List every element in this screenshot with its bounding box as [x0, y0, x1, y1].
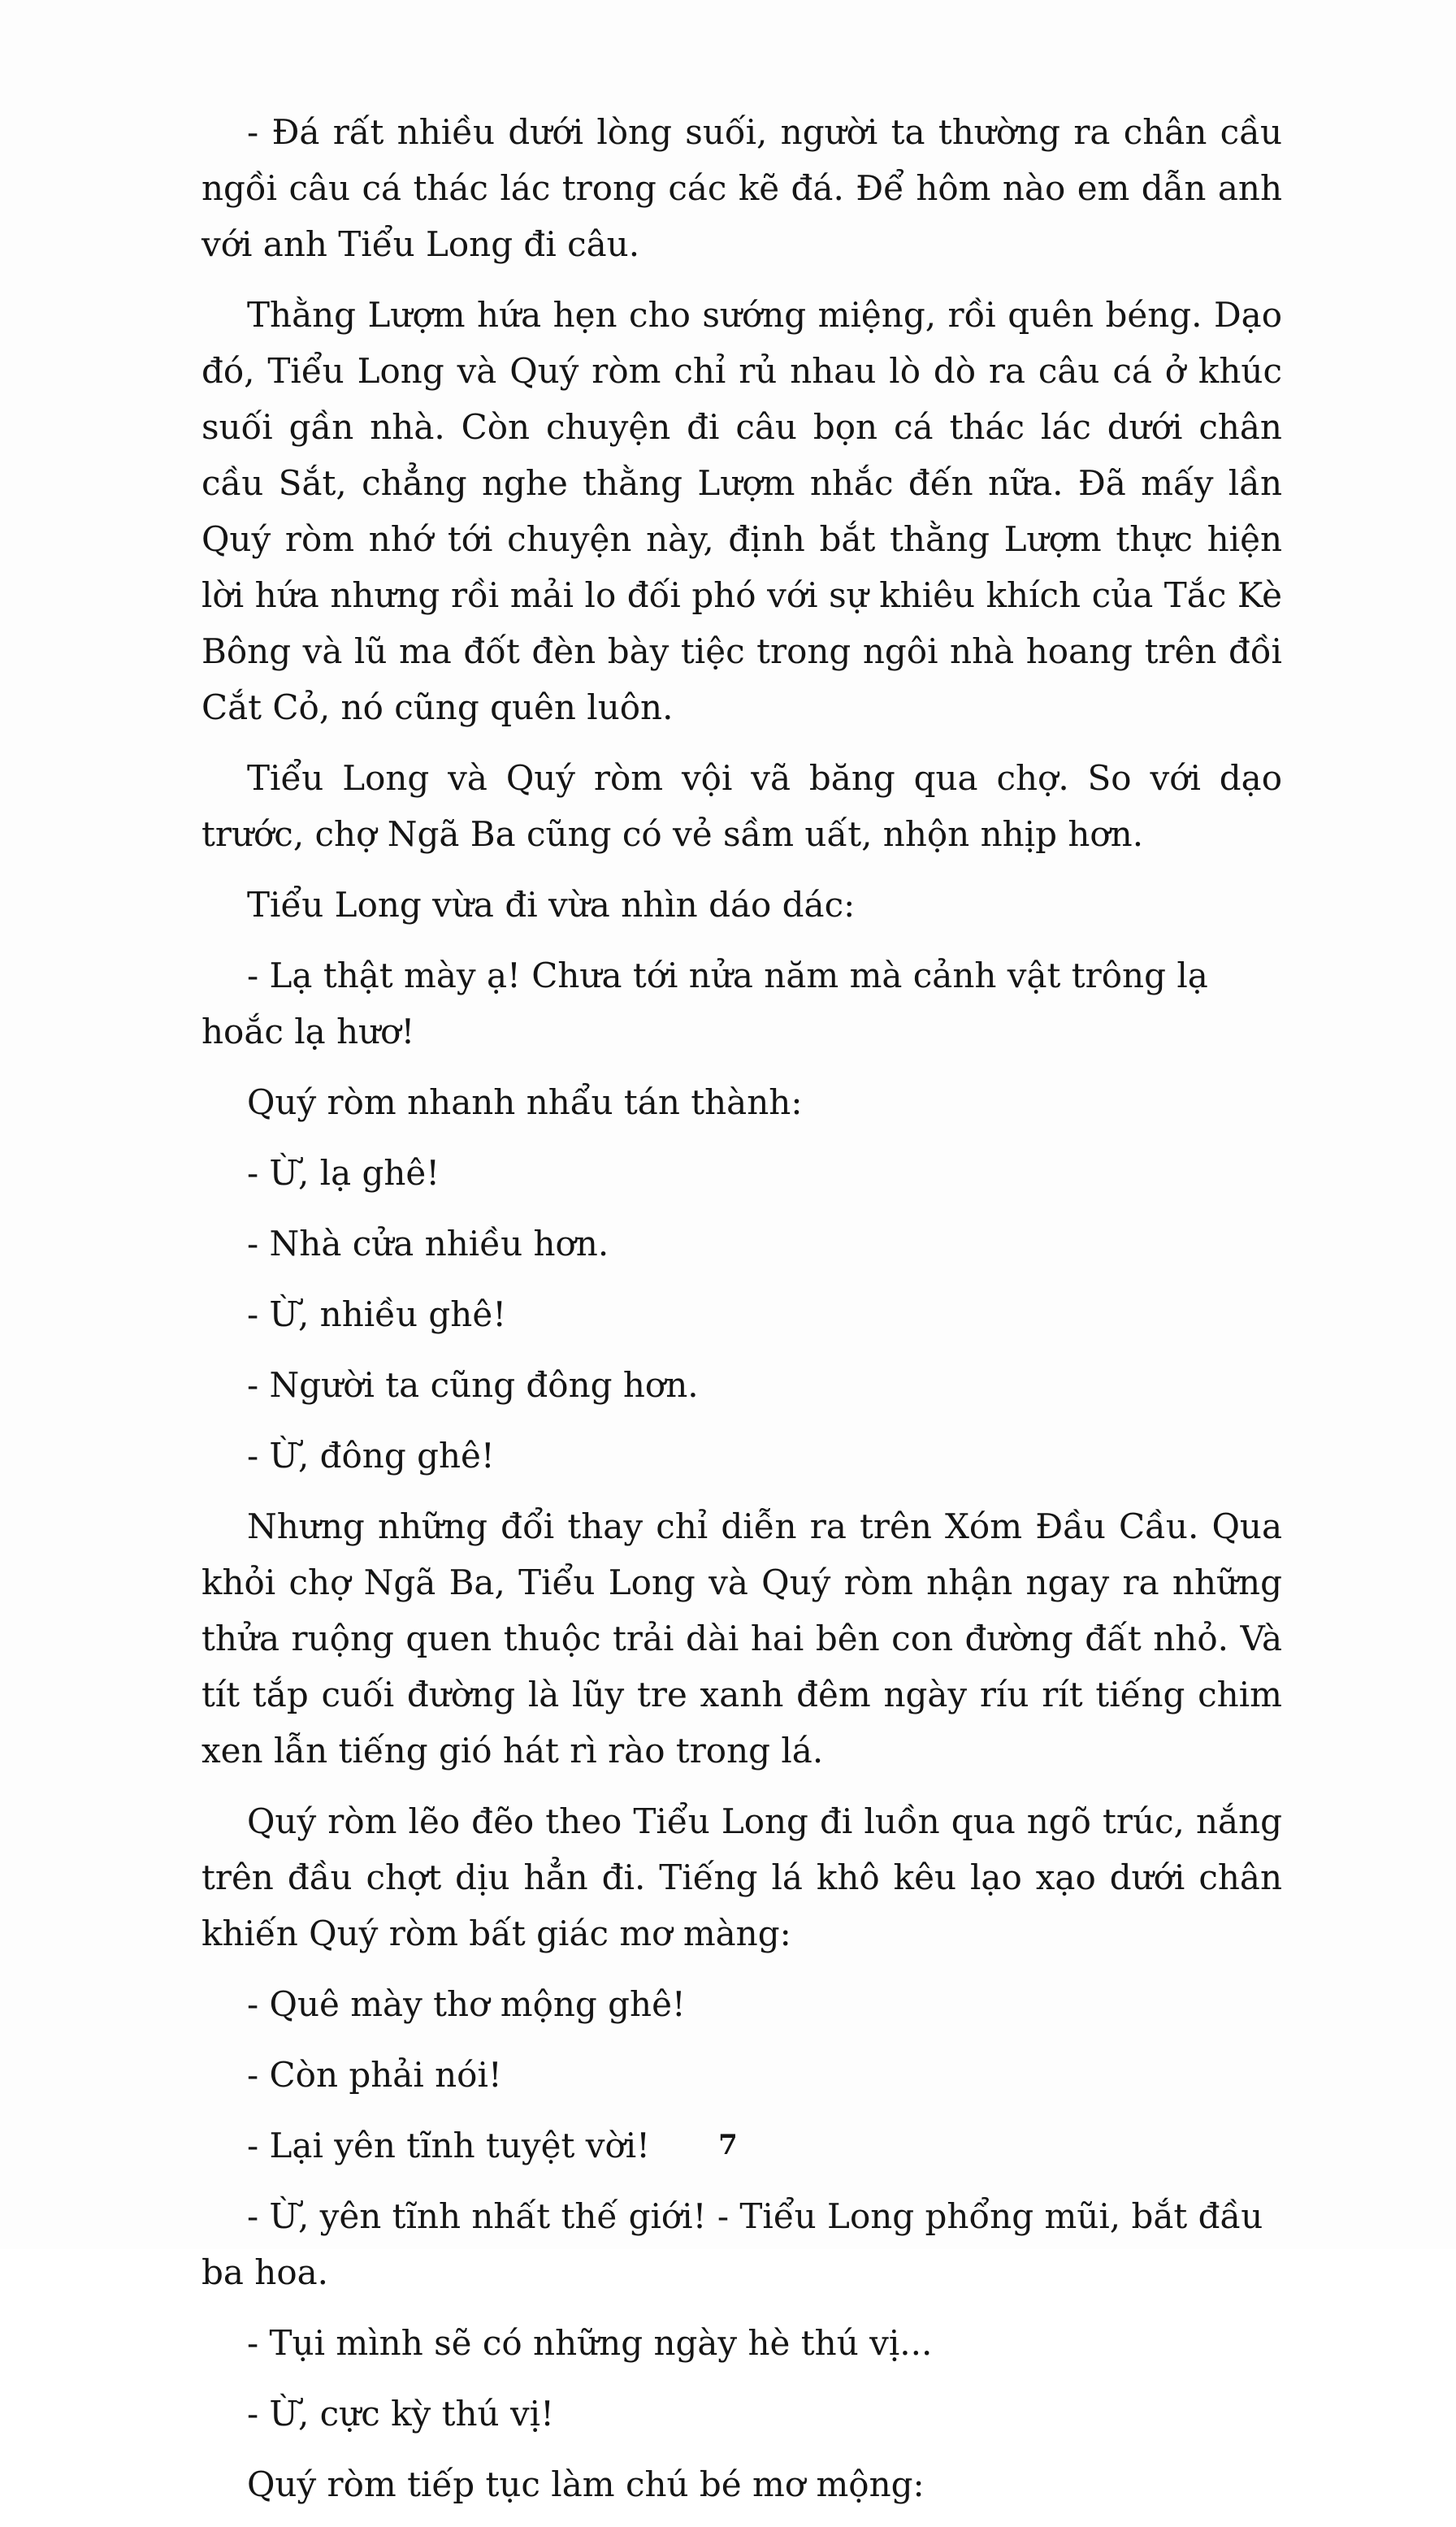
dialogue-line: - Ừ, lạ ghê! — [247, 1153, 440, 1193]
dialogue-line: - Ừ, nhiều ghê! — [247, 1294, 507, 1334]
dialogue-line: - Quê mày thơ mộng ghê! — [247, 1984, 686, 2024]
page-number: 7 — [718, 2129, 738, 2161]
paragraph: Tiểu Long và Quý ròm vội vã băng qua chợ. So với dạo trước, chợ Ngã Ba cũng có vẻ sầm uất, nhộn nhịp hơn. — [202, 758, 1282, 854]
paragraph: Quý ròm nhanh nhẩu tán thành: — [247, 1082, 803, 1122]
dialogue-line: - Ừ, đông ghê! — [247, 1436, 495, 1476]
dialogue-line: - Tụi mình sẽ có những ngày hè thú vị... — [247, 2323, 933, 2363]
dialogue-line: - Ừ, yên tĩnh nhất thế giới! - Tiểu Long phổng mũi, bắt đầu ba hoa. — [202, 2196, 1263, 2292]
body-text — [202, 104, 1282, 2527]
paragraph: Quý ròm tiếp tục làm chú bé mơ mộng: — [247, 2464, 925, 2504]
paragraph: Tiểu Long vừa đi vừa nhìn dáo dác: — [247, 885, 856, 925]
dialogue-line: - Người ta cũng đông hơn. — [247, 1365, 699, 1405]
paragraph: Quý ròm lẽo đẽo theo Tiểu Long đi luồn qua ngõ trúc, nắng trên đầu chợt dịu hẳn đi. Tiếng lá khô kêu lạo xạo dưới chân khiến Quý ròm bất giác mơ màng: — [202, 1801, 1282, 1953]
dialogue-line: - Ừ, cực kỳ thú vị! — [247, 2394, 554, 2434]
dialogue-line: - Lạ thật mày ạ! Chưa tới nửa năm mà cảnh vật trông lạ hoắc lạ hươ! — [202, 956, 1208, 1051]
dialogue-line: - Nhà cửa nhiều hơn. — [247, 1224, 609, 1264]
dialogue-line: - Lại yên tĩnh tuyệt vời! — [247, 2126, 651, 2165]
paragraph: Thằng Lượm hứa hẹn cho sướng miệng, rồi quên béng. Dạo đó, Tiểu Long và Quý ròm chỉ rủ nhau lò dò ra câu cá ở khúc suối gần nhà. Còn chuyện đi câu bọn cá thác lác dưới chân cầu Sắt, chẳng nghe thằng Lượm nhắc đến nữa. Đã mấy lần Quý ròm nhớ tới chuyện này, định bắt thằng Lượm thực hiện lời hứa nhưng rồi mải lo đối phó với sự khiêu khích của Tắc Kè Bông và lũ ma đốt đèn bày tiệc trong ngôi nhà hoang trên đồi Cắt Cỏ, nó cũng quên luôn. — [202, 295, 1282, 727]
paragraph: Nhưng những đổi thay chỉ diễn ra trên Xóm Đầu Cầu. Qua khỏi chợ Ngã Ba, Tiểu Long và Quý ròm nhận ngay ra những thửa ruộng quen thuộc trải dài hai bên con đường đất nhỏ. Và tít tắp cuối đường là lũy tre xanh đêm ngày ríu rít tiếng chim xen lẫn tiếng gió hát rì rào trong lá. — [202, 1506, 1282, 1771]
paragraph: - Đá rất nhiều dưới lòng suối, người ta thường ra chân cầu ngồi câu cá thác lác trong các kẽ đá. Để hôm nào em dẫn anh với anh Tiểu Long đi câu. — [202, 112, 1282, 264]
dialogue-line: - Còn phải nói! — [247, 2055, 502, 2095]
